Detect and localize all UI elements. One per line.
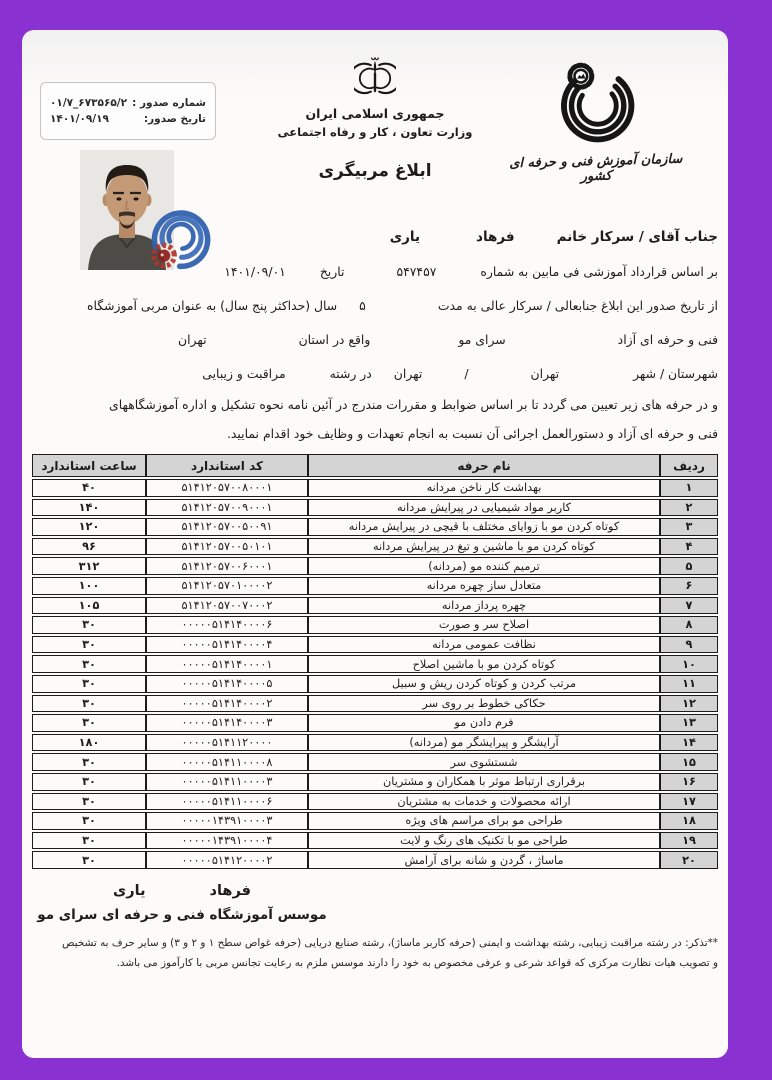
professions-table xyxy=(32,452,718,871)
profession-name-cell: فرم دادن مو xyxy=(308,714,660,732)
standard-code-cell: ۵۱۴۱۲۰۵۷۰۰۵۰۰۹۱ xyxy=(146,518,308,536)
school-type-label: فنی و حرفه ای آزاد xyxy=(617,331,718,347)
standard-hours-cell: ۳۰ xyxy=(32,675,146,693)
standard-hours-cell: ۳۰ xyxy=(32,832,146,850)
row-number-cell: ۱۷ xyxy=(660,793,718,811)
organization-name: سازمان آموزش فنی و حرفه ای کشور xyxy=(509,151,683,185)
table-row xyxy=(32,655,718,673)
table-row xyxy=(32,714,718,732)
contract-number: ۵۴۷۴۵۷ xyxy=(396,263,437,279)
table-row xyxy=(32,616,718,634)
table-body xyxy=(32,479,718,869)
profession-name-cell: آرایشگر و پیرایشگر مو (مردانه) xyxy=(308,734,660,752)
row-number-cell: ۹ xyxy=(660,636,718,654)
standard-hours-cell: ۳۰ xyxy=(32,636,146,654)
standard-code-cell: ۵۱۴۱۲۰۵۷۰۱۰۰۰۰۲ xyxy=(146,577,308,595)
profession-name-cell: متعادل ساز چهره مردانه xyxy=(308,577,660,595)
slash-separator: / xyxy=(464,365,469,381)
row-number-cell: ۱۳ xyxy=(660,714,718,732)
standard-code-cell: ۰۰۰۰۰۵۱۴۱۴۰۰۰۰۵ xyxy=(146,675,308,693)
contract-date: ۱۴۰۱/۰۹/۰۱ xyxy=(224,263,286,279)
profession-name-cell: چهره پرداز مردانه xyxy=(308,597,660,615)
standard-code-cell: ۵۱۴۱۲۰۵۷۰۰۵۰۱۰۱ xyxy=(146,538,308,556)
tvto-logo-icon xyxy=(537,60,655,148)
row-number-cell: ۱۲ xyxy=(660,695,718,713)
table-header xyxy=(32,454,718,477)
row-number-cell: ۱۵ xyxy=(660,753,718,771)
standard-hours-cell: ۳۰ xyxy=(32,753,146,771)
standard-hours-cell: ۳۰ xyxy=(32,695,146,713)
row-number-cell: ۱ xyxy=(660,479,718,497)
table-row xyxy=(32,479,718,497)
standard-code-cell: ۰۰۰۰۰۵۱۴۱۴۰۰۰۰۴ xyxy=(146,636,308,654)
row-number-cell: ۴ xyxy=(660,538,718,556)
table-row xyxy=(32,812,718,830)
profession-name-cell: ماساژ ، گردن و شانه برای آرامش xyxy=(308,851,660,869)
profession-name-cell: بهداشت کار ناخن مردانه xyxy=(308,479,660,497)
standard-code-cell: ۰۰۰۰۰۵۱۴۱۴۰۰۰۰۱ xyxy=(146,655,308,673)
city-line xyxy=(32,356,718,390)
org-stamp-icon xyxy=(136,206,222,274)
table-row xyxy=(32,577,718,595)
signer-first-name: فرهاد xyxy=(209,882,251,899)
row-number-cell: ۱۱ xyxy=(660,675,718,693)
profession-name-cell: نظافت عمومی مردانه xyxy=(308,636,660,654)
header-row-number: ردیف xyxy=(660,454,718,477)
table-row xyxy=(32,773,718,791)
county-value: تهران xyxy=(530,365,560,381)
profession-name-cell: طراحی مو با تکنیک های رنگ و لایت xyxy=(308,832,660,850)
footnote-line-1: **تذکر: در رشته مراقبت زیبایی، رشته بهداشت و ایمنی (حرفه کاربر ماساژ)، رشته صنایع دریایی (حرفه غواص سطح ۱ و ۲ و ۳) و سایر حرف به تشخیص xyxy=(62,936,718,949)
standard-hours-cell: ۱۴۰ xyxy=(32,499,146,517)
row-number-cell: ۶ xyxy=(660,577,718,595)
issue-number-label: شماره صدور : xyxy=(132,97,206,109)
row-number-cell: ۵ xyxy=(660,557,718,575)
standard-hours-cell: ۳۰ xyxy=(32,655,146,673)
duration-years: ۵ xyxy=(359,297,366,313)
photo-zone xyxy=(80,150,180,276)
contract-prefix: بر اساس قرارداد آموزشی فی مابین به شماره xyxy=(480,263,718,279)
recipient-first-name: فرهاد xyxy=(476,229,515,245)
table-row xyxy=(32,851,718,869)
document-card xyxy=(22,30,728,1058)
header-profession-name: نام حرفه xyxy=(308,454,660,477)
iran-emblem-icon xyxy=(354,54,396,100)
row-number-cell: ۲۰ xyxy=(660,851,718,869)
profession-name-cell: ارائه محصولات و خدمات به مشتریان xyxy=(308,793,660,811)
profession-name-cell: طراحی مو برای مراسم های ویژه xyxy=(308,812,660,830)
standard-hours-cell: ۳۰ xyxy=(32,616,146,634)
state-emblem-block xyxy=(235,54,515,181)
row-number-cell: ۱۴ xyxy=(660,734,718,752)
signer-role: موسس آموزشگاه فنی و حرفه ای سرای مو xyxy=(37,906,327,923)
city-value: تهران xyxy=(393,365,423,381)
table-row xyxy=(32,636,718,654)
standard-hours-cell: ۳۰ xyxy=(32,793,146,811)
standard-code-cell: ۰۰۰۰۰۵۱۴۱۱۰۰۰۰۳ xyxy=(146,773,308,791)
table-row xyxy=(32,518,718,536)
issue-info-box xyxy=(40,82,216,140)
standard-hours-cell: ۳۰ xyxy=(32,851,146,869)
row-number-cell: ۳ xyxy=(660,518,718,536)
duration-prefix: از تاریخ صدور این ابلاغ جنابعالی / سرکار عالی به مدت xyxy=(437,297,718,313)
table-row xyxy=(32,597,718,615)
profession-name-cell: کوتاه کردن مو با ماشین اصلاح xyxy=(308,655,660,673)
profession-name-cell: کاربر مواد شیمیایی در پیرایش مردانه xyxy=(308,499,660,517)
standard-code-cell: ۰۰۰۰۰۵۱۴۱۴۰۰۰۰۲ xyxy=(146,695,308,713)
issue-number-value: ۰۱/۷_۶۷۳۵۶۵/۲ xyxy=(50,97,128,109)
profession-name-cell: برقراری ارتباط موثر با همکاران و مشتریان xyxy=(308,773,660,791)
standard-code-cell: ۵۱۴۱۲۰۵۷۰۰۹۰۰۰۱ xyxy=(146,499,308,517)
row-number-cell: ۱۶ xyxy=(660,773,718,791)
standard-code-cell: ۰۰۰۰۰۵۱۴۱۴۰۰۰۰۳ xyxy=(146,714,308,732)
standard-hours-cell: ۱۰۵ xyxy=(32,597,146,615)
standard-code-cell: ۰۰۰۰۰۵۱۴۱۱۰۰۰۰۸ xyxy=(146,753,308,771)
row-number-cell: ۱۰ xyxy=(660,655,718,673)
province-value: تهران xyxy=(178,331,207,347)
standard-hours-cell: ۴۰ xyxy=(32,479,146,497)
field-value: مراقبت و زیبایی xyxy=(202,365,286,381)
row-number-cell: ۱۹ xyxy=(660,832,718,850)
standard-hours-cell: ۳۰ xyxy=(32,714,146,732)
standard-code-cell: ۰۰۰۰۰۱۴۳۹۱۰۰۰۰۴ xyxy=(146,832,308,850)
issue-number-row xyxy=(50,97,206,109)
table-row xyxy=(32,538,718,556)
footnote-line-2: و تصویب هیات نظارت مرکزی که قواعد شرعی و عرفی مخصوص به خود را دارند موسس ملزم به رعایت تجانس مربی با کارآموز می باشد. xyxy=(116,957,718,970)
standard-code-cell: ۰۰۰۰۰۵۱۴۱۱۲۰۰۰۰ xyxy=(146,734,308,752)
issue-date-value: ۱۴۰۱/۰۹/۱۹ xyxy=(50,113,109,125)
table-row xyxy=(32,695,718,713)
city-label: شهرستان / شهر xyxy=(633,365,718,381)
standard-hours-cell: ۱۰۰ xyxy=(32,577,146,595)
standard-hours-cell: ۹۶ xyxy=(32,538,146,556)
standard-code-cell: ۰۰۰۰۰۵۱۴۱۱۰۰۰۰۶ xyxy=(146,793,308,811)
row-number-cell: ۲ xyxy=(660,499,718,517)
duration-suffix: سال (حداکثر پنج سال) به عنوان مربی آموزشگاه xyxy=(86,297,338,313)
row-number-cell: ۱۸ xyxy=(660,812,718,830)
profession-name-cell: حکاکی خطوط بر روی سر xyxy=(308,695,660,713)
row-number-cell: ۸ xyxy=(660,616,718,634)
standard-code-cell: ۰۰۰۰۰۱۴۳۹۱۰۰۰۰۳ xyxy=(146,812,308,830)
header-standard-hours: ساعت استاندارد xyxy=(32,454,146,477)
organization-logo-block xyxy=(496,60,696,184)
standard-code-cell: ۰۰۰۰۰۵۱۴۱۴۰۰۰۰۶ xyxy=(146,616,308,634)
issue-date-row xyxy=(50,113,206,125)
table-row xyxy=(32,499,718,517)
profession-name-cell: اصلاح سر و صورت xyxy=(308,616,660,634)
terms-line-1: و در حرفه های زیر تعیین می گردد تا بر اساس ضوابط و مقررات مندرج در آئین نامه نحوه تشکیل و اداره آموزشگاههای xyxy=(109,397,718,412)
signer-last-name: یاری xyxy=(113,882,146,899)
standard-hours-cell: ۳۰ xyxy=(32,812,146,830)
duration-line xyxy=(32,288,718,322)
table-row xyxy=(32,675,718,693)
province-label: واقع در استان xyxy=(298,331,371,347)
table-row xyxy=(32,753,718,771)
table-row xyxy=(32,832,718,850)
contract-date-label: تاریخ xyxy=(319,263,345,279)
profession-name-cell: کوتاه کردن مو با ماشین و تیغ در پیرایش مردانه xyxy=(308,538,660,556)
recipient-last-name: یاری xyxy=(389,229,421,245)
standard-hours-cell: ۳۱۲ xyxy=(32,557,146,575)
signer-name xyxy=(32,883,332,899)
table-row xyxy=(32,793,718,811)
standard-hours-cell: ۳۰ xyxy=(32,773,146,791)
profession-name-cell: ترمیم کننده مو (مردانه) xyxy=(308,557,660,575)
field-label: در رشته xyxy=(329,365,372,381)
ministry-name: وزارت تعاون ، کار و رفاه اجتماعی xyxy=(277,125,473,139)
country-name: جمهوری اسلامی ایران xyxy=(305,106,445,121)
document-title: ابلاغ مربیگری xyxy=(318,161,432,181)
profession-name-cell: مرتب کردن و کوتاه کردن ریش و سبیل xyxy=(308,675,660,693)
salutation-label: جناب آقای / سرکار خانم xyxy=(556,229,718,245)
issue-date-label: تاریخ صدور: xyxy=(143,113,206,125)
header-standard-code: کد استاندارد xyxy=(146,454,308,477)
profession-name-cell: شستشوی سر xyxy=(308,753,660,771)
school-name: سرای مو xyxy=(458,331,506,347)
terms-line-2: فنی و حرفه ای آزاد و دستورالعمل اجرائی آن نسبت به انجام تعهدات و وظایف خود اقدام نمایید. xyxy=(226,426,718,441)
signature-block xyxy=(32,883,332,923)
school-line xyxy=(32,322,718,356)
standard-hours-cell: ۱۲۰ xyxy=(32,518,146,536)
row-number-cell: ۷ xyxy=(660,597,718,615)
standard-code-cell: ۰۰۰۰۰۵۱۴۱۲۰۰۰۰۲ xyxy=(146,851,308,869)
table-row xyxy=(32,557,718,575)
standard-code-cell: ۵۱۴۱۲۰۵۷۰۰۸۰۰۰۱ xyxy=(146,479,308,497)
standard-code-cell: ۵۱۴۱۲۰۵۷۰۰۶۰۰۰۱ xyxy=(146,557,308,575)
standard-hours-cell: ۱۸۰ xyxy=(32,734,146,752)
standard-code-cell: ۵۱۴۱۲۰۵۷۰۰۷۰۰۰۲ xyxy=(146,597,308,615)
table-row xyxy=(32,734,718,752)
profession-name-cell: کوتاه کردن مو با زوایای مختلف با قیچی در پیرایش مردانه xyxy=(308,518,660,536)
footnote xyxy=(32,933,718,974)
